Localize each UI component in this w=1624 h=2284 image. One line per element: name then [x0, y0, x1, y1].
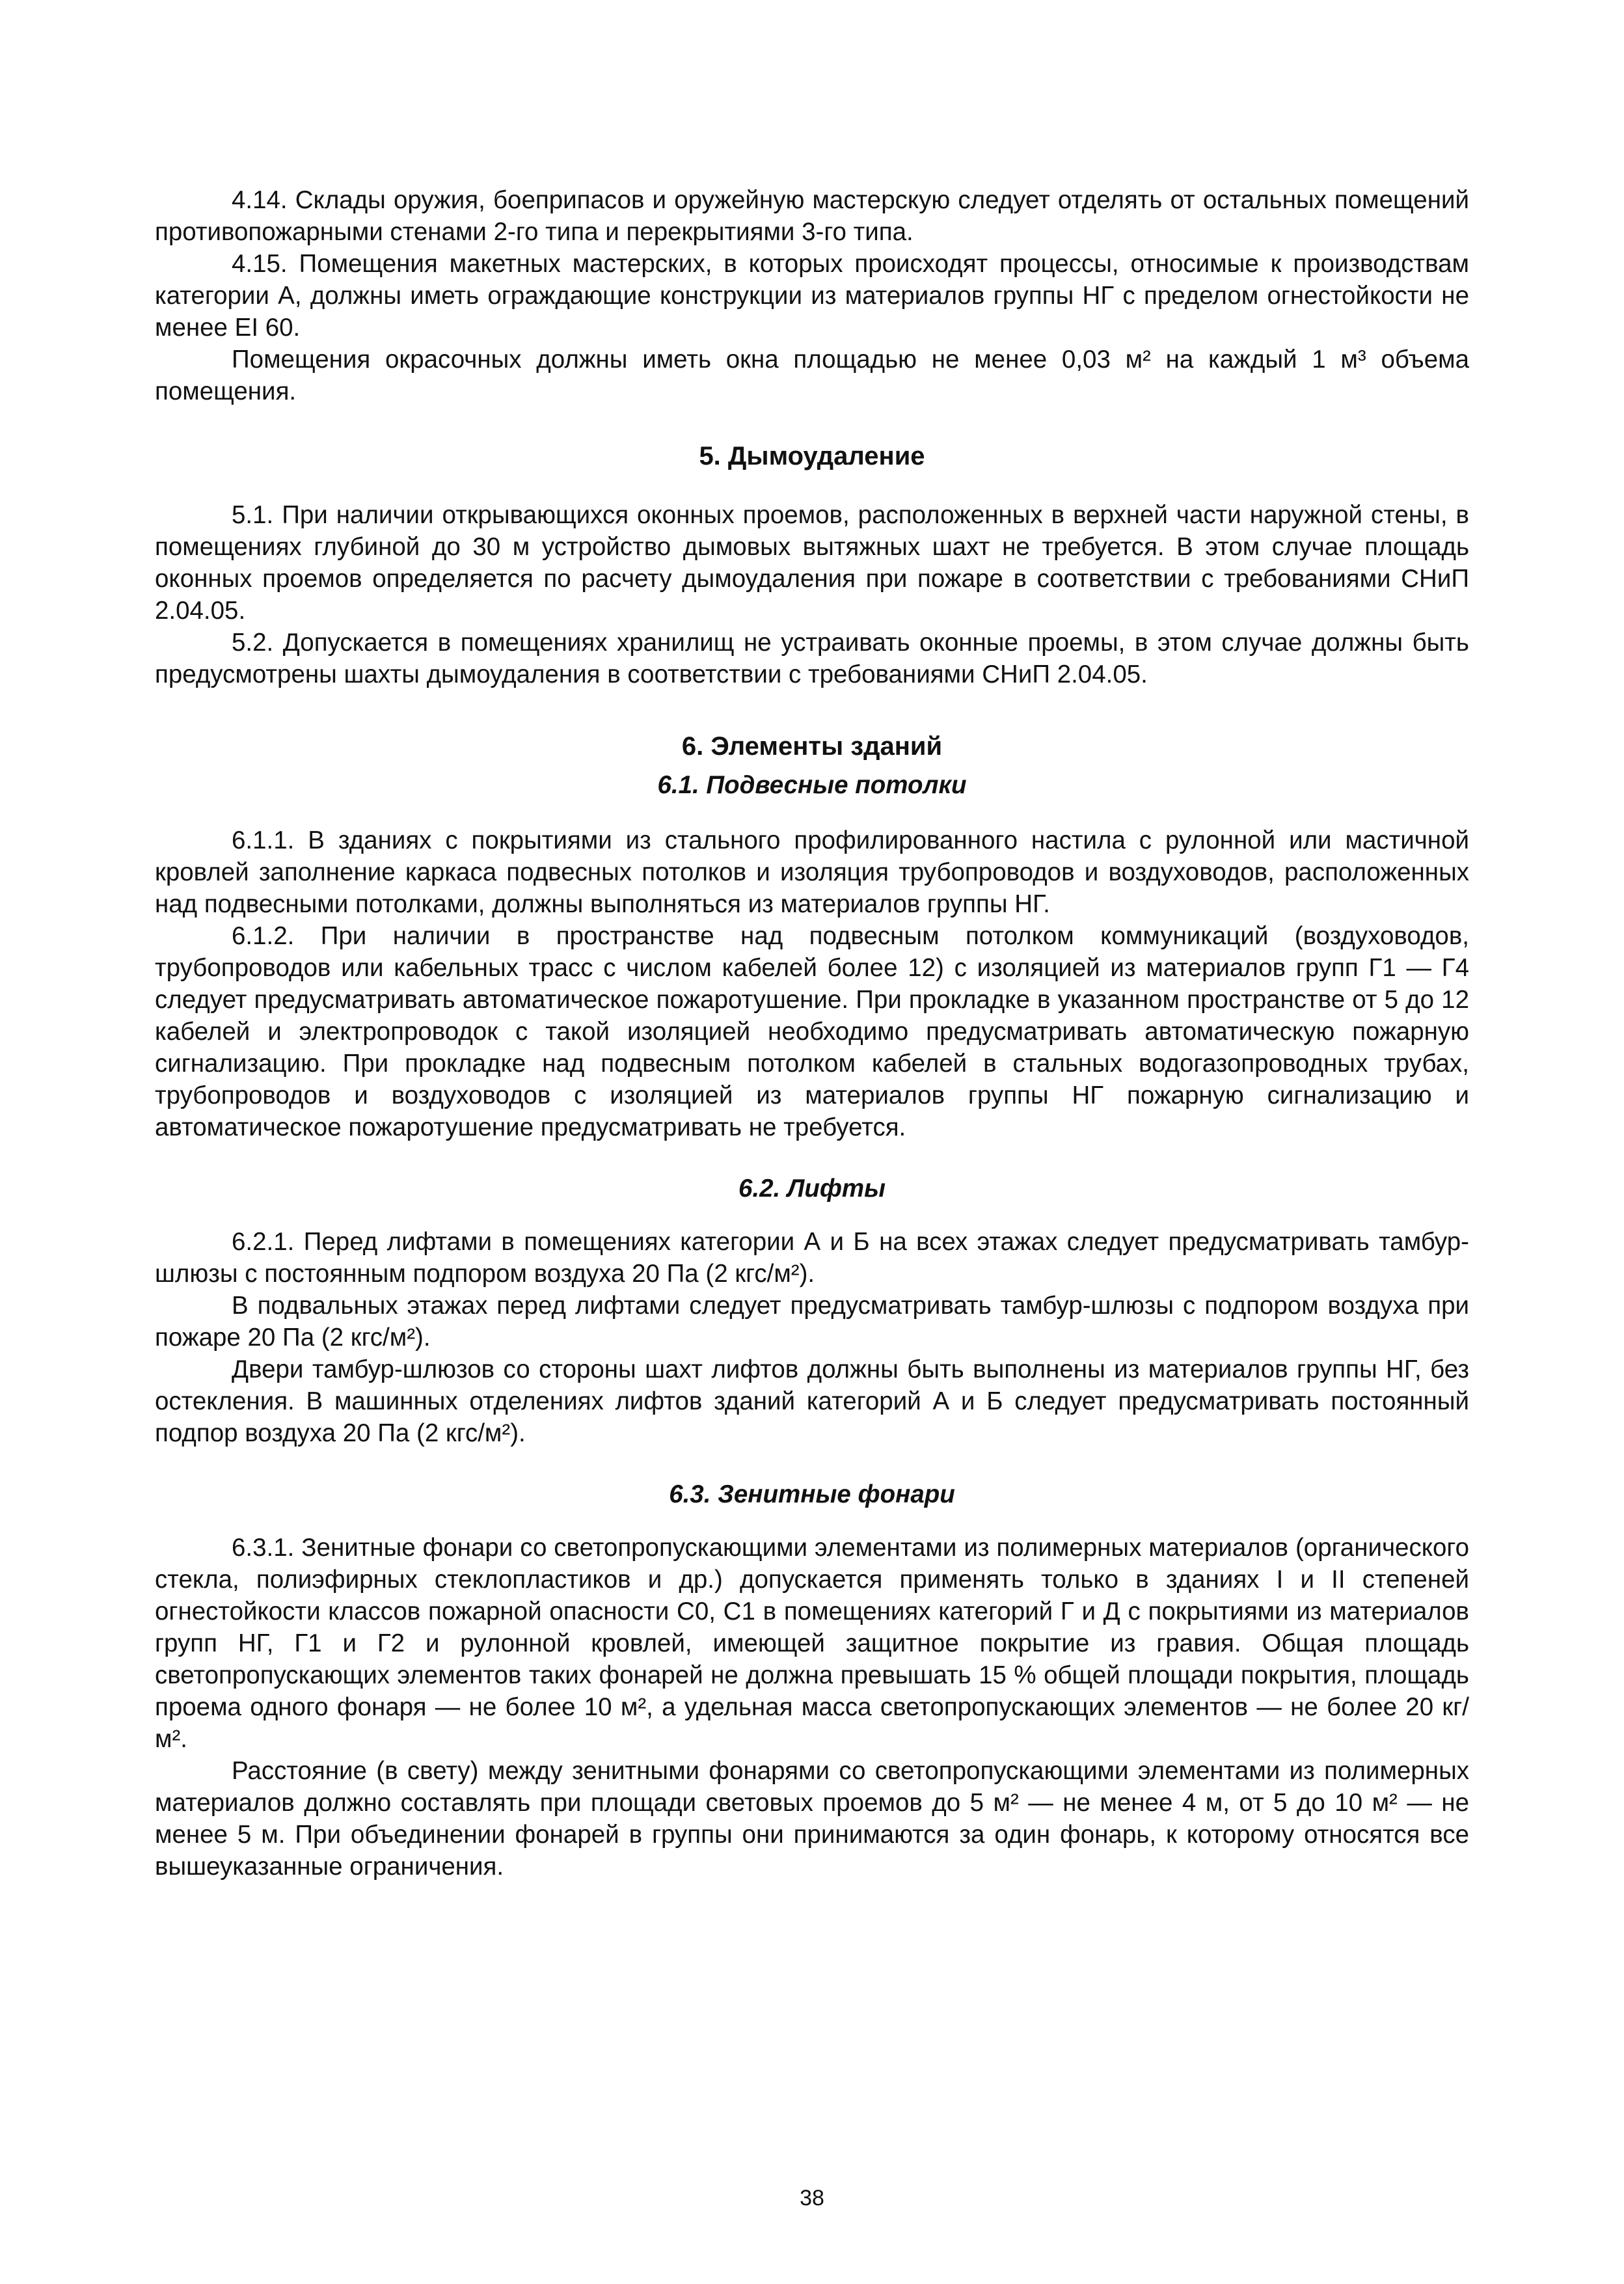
paragraph-4-14: 4.14. Склады оружия, боеприпасов и оружейную мастерскую следует отделять от остальных помещений противопожарными стенами 2-го типа и перекрытиями 3-го типа. — [155, 186, 1469, 246]
subsection-6-2-title: 6.2. Лифты — [738, 1175, 886, 1203]
paragraph-6-2-1-doors: Двери тамбур-шлюзов со стороны шахт лифтов должны быть выполнены из материалов группы НГ, без остекления. В машинных отделениях лифтов зданий категорий А и Б следует предусматривать постоянный подпор воздуха 20 Па (2 кгс/м²). — [155, 1355, 1469, 1447]
paragraph-6-3-1-distance: Расстояние (в свету) между зенитными фонарями со светопропускающими элементами из полимерных материалов должно составлять при площади световых проемов до 5 м² — не менее 4 м, от 5 до 10 м² — не менее 5 м. При объединении фонарей в группы они принимаются за один фонарь, к которому относятся все вышеуказанные ограничения. — [155, 1757, 1469, 1881]
document-body — [155, 184, 1469, 1883]
paragraph-4-15: 4.15. Помещения макетных мастерских, в которых происходят процессы, относимые к производствам категории А, должны иметь ограждающие конструкции из материалов группы НГ с пределом огнестойкости не менее EI 60. — [155, 250, 1469, 342]
paragraph-6-2-1: 6.2.1. Перед лифтами в помещениях категории А и Б на всех этажах следует предусматривать тамбур-шлюзы с постоянным подпором воздуха 20 Па (2 кгс/м²). — [155, 1228, 1469, 1288]
paragraph-6-2-1-basement: В подвальных этажах перед лифтами следует предусматривать тамбур-шлюзы с подпором воздуха при пожаре 20 Па (2 кгс/м²). — [155, 1292, 1469, 1352]
paragraph-4-15-windows: Помещения окрасочных должны иметь окна площадью не менее 0,03 м² на каждый 1 м³ объема помещения. — [155, 346, 1469, 405]
page-number: 38 — [800, 2186, 824, 2210]
subsection-6-1-title: 6.1. Подвесные потолки — [657, 771, 967, 799]
section-6-title: 6. Элементы зданий — [681, 732, 943, 761]
section-5-title: 5. Дымоудаление — [699, 442, 925, 470]
paragraph-6-1-2: 6.1.2. При наличии в пространстве над подвесным потолком коммуникаций (воздуховодов, трубопроводов или кабельных трасс с числом кабелей более 12) с изоляцией из материалов групп Г1 — Г4 следует предусматривать автоматическое пожаротушение. При прокладке в указанном пространстве от 5 до 12 кабелей и электропроводок с такой изоляцией необходимо предусматривать автоматическую пожарную сигнализацию. При прокладке над подвесным потолком кабелей в стальных водогазопроводных трубах, трубопроводов и воздуховодов с изоляцией из материалов группы НГ пожарную сигнализацию и автоматическое пожаротушение предусматривать не требуется. — [155, 922, 1469, 1141]
paragraph-5-2: 5.2. Допускается в помещениях хранилищ не устраивать оконные проемы, в этом случае должны быть предусмотрены шахты дымоудаления в соответствии с требованиями СНиП 2.04.05. — [155, 629, 1469, 688]
paragraph-5-1: 5.1. При наличии открывающихся оконных проемов, расположенных в верхней части наружной стены, в помещениях глубиной до 30 м устройство дымовых вытяжных шахт не требуется. В этом случае площадь оконных проемов определяется по расчету дымоудаления при пожаре в соответствии с требованиями СНиП 2.04.05. — [155, 501, 1469, 625]
paragraph-6-3-1: 6.3.1. Зенитные фонари со светопропускающими элементами из полимерных материалов (органического стекла, полиэфирных стеклопластиков и др.) допускается применять только в зданиях I и II степеней огнестойкости классов пожарной опасности С0, С1 в помещениях категорий Г и Д с покрытиями из материалов групп НГ, Г1 и Г2 и рулонной кровлей, имеющей защитное покрытие из гравия. Общая площадь светопропускающих элементов таких фонарей не должна превышать 15 % общей площади покрытия, площадь проема одного фонаря — не более 10 м², а удельная масса светопропускающих элементов — не более 20 кг/м². — [155, 1534, 1469, 1753]
subsection-6-3-title: 6.3. Зенитные фонари — [669, 1480, 955, 1508]
paragraph-6-1-1: 6.1.1. В зданиях с покрытиями из стального профилированного настила с рулонной или мастичной кровлей заполнение каркаса подвесных потолков и изоляция трубопроводов и воздуховодов, расположенных над подвесными потолками, должны выполняться из материалов группы НГ. — [155, 826, 1469, 918]
